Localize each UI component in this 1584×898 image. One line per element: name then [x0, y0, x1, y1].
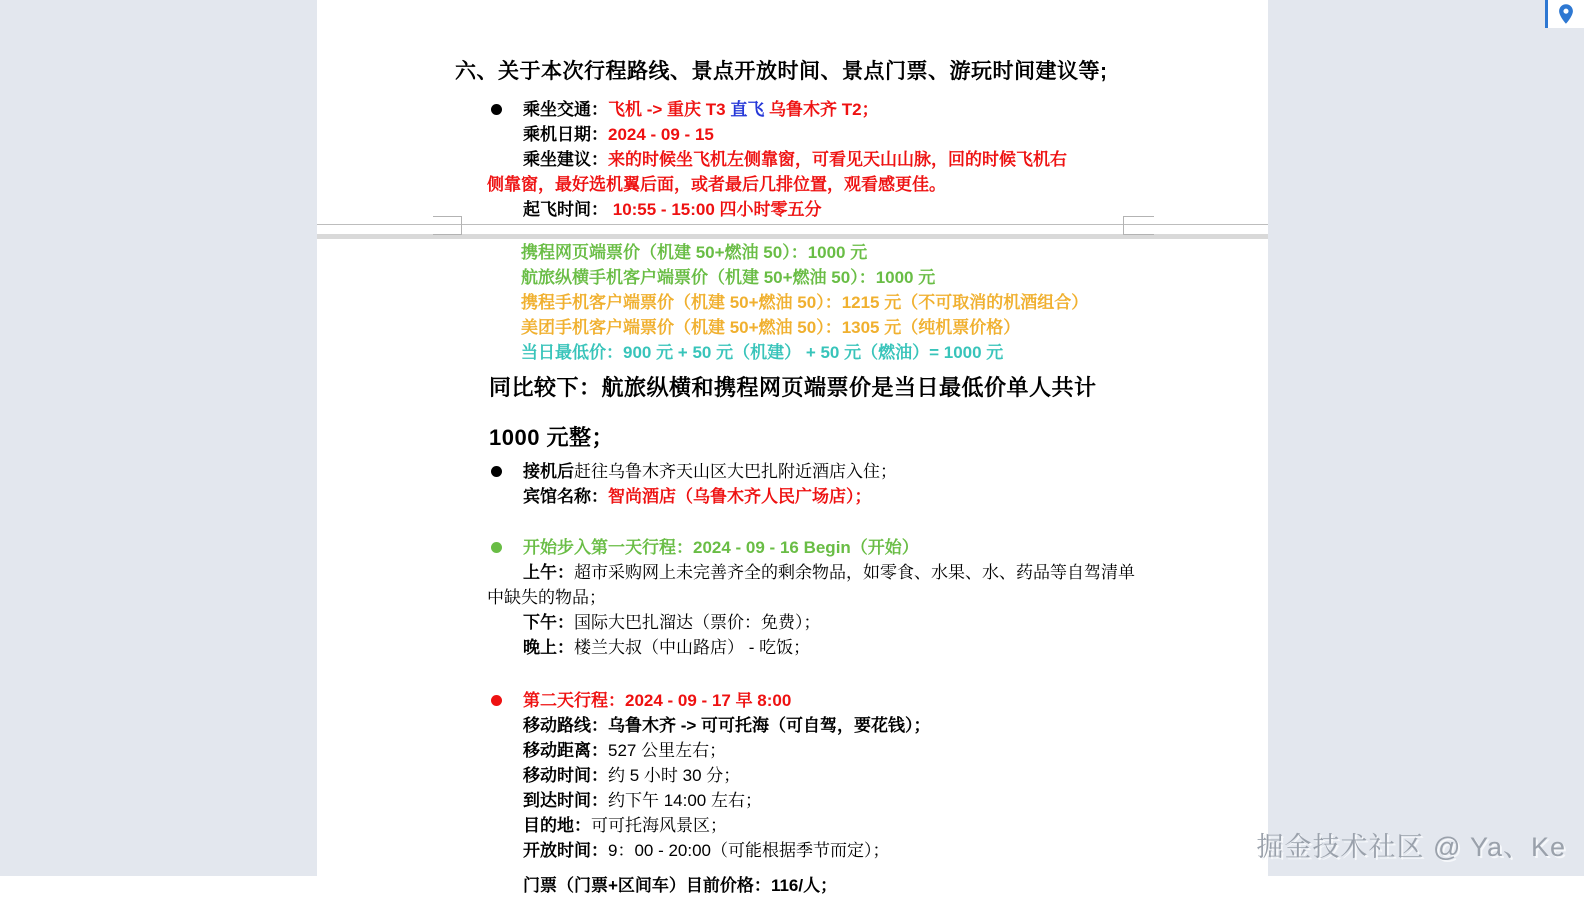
text-line	[523, 197, 1268, 222]
text-segment: 目的地：	[523, 816, 591, 835]
text-segment: 当日最低价：900 元 + 50 元（机建） + 50 元（燃油）= 1000 元	[521, 343, 1004, 362]
document-area	[317, 0, 1268, 895]
text-segment: 开放时间：	[523, 841, 608, 860]
text-segment: 携程手机客户端票价（机建 50+燃油 50）：1215 元（不可取消的机酒组合）	[521, 293, 1089, 312]
text-line	[489, 373, 1268, 403]
text-segment: 乌鲁木齐 T2；	[764, 100, 879, 119]
text-line	[523, 813, 1268, 838]
bullet-line	[523, 688, 1268, 713]
document-page-2[interactable]	[317, 240, 1268, 895]
text-line	[523, 610, 1268, 635]
text-line	[523, 763, 1268, 788]
text-segment: 1000 元整；	[489, 425, 615, 450]
text-line	[489, 423, 1268, 453]
text-line	[523, 484, 1268, 509]
map-pin-button[interactable]	[1545, 0, 1584, 28]
text-line	[523, 713, 1268, 738]
map-pin-icon	[1557, 3, 1575, 25]
text-segment: 宾馆名称：	[523, 487, 608, 506]
text-segment: 可可托海风景区；	[591, 816, 727, 835]
text-segment: 10:55 - 15:00 四小时零五分	[612, 200, 822, 219]
text-segment: 中缺失的物品；	[487, 588, 606, 607]
text-segment: 乌鲁木齐 -> 可可托海（可自驾，要花钱）；	[608, 716, 931, 735]
text-line	[523, 873, 1268, 898]
document-page-1[interactable]	[317, 0, 1268, 222]
text-segment: 下午：	[523, 613, 574, 632]
text-segment: 乘坐交通：	[523, 100, 608, 119]
text-line	[521, 265, 1268, 290]
text-segment: 2024 - 09 - 15	[608, 125, 714, 144]
text-line	[523, 122, 1268, 147]
text-segment: 同比较下：航旅纵横和携程网页端票价是当日最低价单人共计	[489, 375, 1097, 400]
text-line	[521, 240, 1268, 265]
list-bullet-icon	[491, 104, 502, 115]
text-line	[487, 172, 1268, 197]
bullet-line	[523, 97, 1268, 122]
text-line	[523, 635, 1268, 660]
text-segment: 到达时间：	[523, 791, 608, 810]
list-bullet-icon	[491, 466, 502, 477]
text-segment: 移动路线：	[523, 716, 608, 735]
text-line	[523, 738, 1268, 763]
text-line	[523, 147, 1268, 172]
text-segment: 来的时候坐飞机左侧靠窗，可看见天山山脉，回的时候飞机右	[608, 150, 1067, 169]
text-segment: 起飞时间：	[523, 200, 613, 219]
list-bullet-icon	[491, 542, 502, 553]
text-line	[521, 340, 1268, 365]
text-segment: 超市采购网上未完善齐全的剩余物品，如零食、水果、水、药品等自驾清单	[574, 563, 1135, 582]
text-segment: 527 公里左右；	[608, 741, 727, 760]
bullet-line	[523, 459, 1268, 484]
text-segment: 开始步入第一天行程：2024 - 09 - 16 Begin（开始）	[523, 538, 919, 557]
text-segment: 直飞	[730, 100, 765, 119]
text-line	[523, 560, 1268, 585]
text-segment: 门票（门票+区间车）目前价格：	[523, 876, 771, 895]
text-segment: 侧靠窗，最好选机翼后面，或者最后几排位置，观看感更佳。	[487, 175, 946, 194]
watermark-text: 掘金技术社区 @ Ya、Ke	[1256, 832, 1566, 862]
text-segment: 赶往乌鲁木齐天山区大巴扎附近酒店入住；	[574, 462, 897, 481]
text-segment: 携程网页端票价（机建 50+燃油 50）：1000 元	[521, 243, 868, 262]
text-segment: 移动距离：	[523, 741, 608, 760]
text-segment: 楼兰大叔（中山路店） - 吃饭；	[574, 638, 811, 657]
text-segment: 美团手机客户端票价（机建 50+燃油 50）：1305 元（纯机票价格）	[521, 318, 1021, 337]
text-segment: 约下午 14:00 左右；	[608, 791, 762, 810]
text-segment: 智尚酒店（乌鲁木齐人民广场店）；	[608, 487, 872, 506]
text-segment: 航旅纵横手机客户端票价（机建 50+燃油 50）：1000 元	[521, 268, 936, 287]
text-segment: 乘坐建议：	[523, 150, 608, 169]
text-segment: 上午：	[523, 563, 574, 582]
text-line	[487, 585, 1268, 610]
text-boundary-mark-left	[433, 216, 462, 235]
text-segment: 晚上：	[523, 638, 574, 657]
text-segment: 六、关于本次行程路线、景点开放时间、景点门票、游玩时间建议等;	[455, 60, 1108, 83]
text-line	[455, 56, 1268, 87]
text-segment: 第二天行程：2024 - 09 - 17 早 8:00	[523, 691, 792, 710]
text-segment: 移动时间：	[523, 766, 608, 785]
text-line	[523, 788, 1268, 813]
text-segment: 116/人；	[770, 876, 838, 895]
text-segment: 9：00 - 20:00（可能根据季节而定）；	[608, 841, 890, 860]
text-line	[521, 315, 1268, 340]
text-line	[521, 290, 1268, 315]
text-segment: 接机后	[523, 462, 574, 481]
text-segment: 国际大巴扎溜达（票价：免费）；	[574, 613, 821, 632]
text-boundary-mark-right	[1123, 216, 1154, 235]
text-segment: 乘机日期：	[523, 125, 608, 144]
text-line	[523, 838, 1268, 863]
text-segment: 约 5 小时 30 分；	[608, 766, 741, 785]
text-segment: 飞机 -> 重庆 T3	[608, 100, 731, 119]
bullet-line	[523, 535, 1268, 560]
list-bullet-icon	[491, 695, 502, 706]
